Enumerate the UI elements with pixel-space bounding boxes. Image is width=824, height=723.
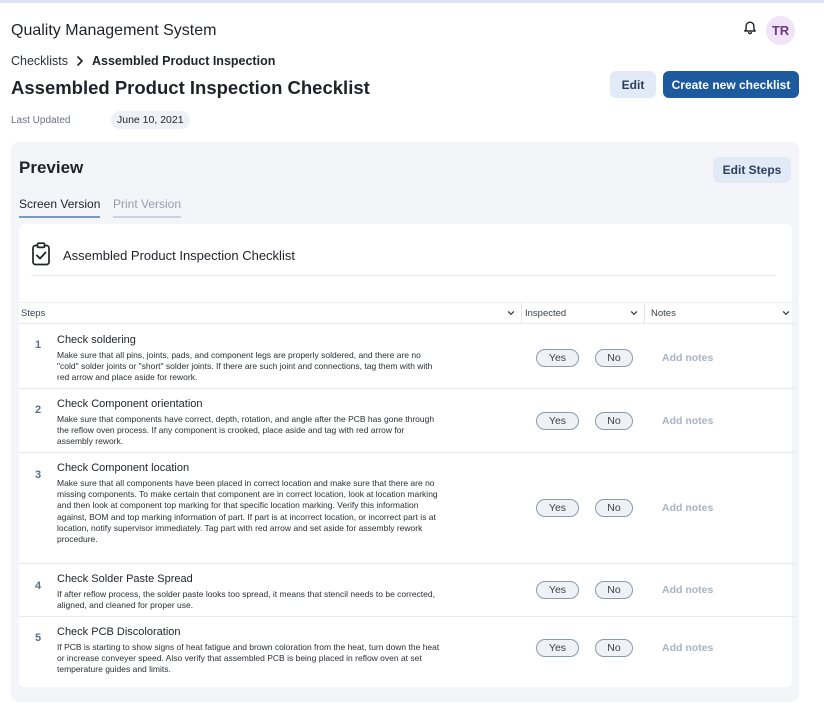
inspected-yes-button[interactable]: Yes bbox=[536, 499, 579, 517]
table-header bbox=[19, 302, 796, 324]
inspected-no-button[interactable]: No bbox=[595, 349, 633, 367]
inspected-no-button[interactable]: No bbox=[595, 412, 633, 430]
step-title: Check Component orientation bbox=[57, 398, 203, 410]
preview-panel bbox=[11, 142, 799, 702]
preview-title: Preview bbox=[19, 158, 84, 177]
step-number: 1 bbox=[35, 339, 42, 351]
step-number: 3 bbox=[35, 469, 42, 481]
breadcrumb bbox=[11, 54, 275, 68]
checklist-title: Assembled Product Inspection Checklist bbox=[63, 248, 295, 263]
inspected-yes-button[interactable]: Yes bbox=[536, 581, 579, 599]
step-title: Check Solder Paste Spread bbox=[57, 573, 193, 585]
inspected-no-button[interactable]: No bbox=[595, 639, 633, 657]
add-notes-field[interactable]: Add notes bbox=[662, 584, 714, 596]
chevron-right-icon bbox=[76, 56, 84, 66]
step-title: Check Component location bbox=[57, 462, 190, 474]
avatar[interactable] bbox=[766, 16, 795, 45]
step-title: Check soldering bbox=[57, 334, 136, 346]
column-header-inspected-label: Inspected bbox=[525, 307, 567, 319]
bell-icon[interactable] bbox=[742, 20, 758, 36]
inspected-no-button[interactable]: No bbox=[595, 499, 633, 517]
table-row bbox=[19, 618, 796, 680]
column-header-notes-label: Notes bbox=[651, 307, 676, 319]
table-row bbox=[19, 390, 796, 453]
chevron-down-icon bbox=[507, 309, 515, 317]
page-title: Assembled Product Inspection Checklist bbox=[11, 77, 370, 98]
step-number: 5 bbox=[35, 632, 42, 644]
add-notes-field[interactable]: Add notes bbox=[662, 415, 714, 427]
tab-screen-version[interactable]: Screen Version bbox=[19, 197, 100, 218]
inspected-yes-button[interactable]: Yes bbox=[536, 349, 579, 367]
inspected-no-button[interactable]: No bbox=[595, 581, 633, 599]
avatar-initials: TR bbox=[771, 23, 790, 38]
table-row bbox=[19, 565, 796, 617]
last-updated-label: Last Updated bbox=[11, 115, 71, 126]
breadcrumb-checklists-link[interactable]: Checklists bbox=[11, 54, 68, 68]
step-description: Make sure that all components have been placed in correct location and make sure that there are no missing components. To make certain that component are in correct location, look at location marking and then look at component top marking for that specific location marking. Verify this information against, BOM and top marking information of part. If part is at incorrect location, or incorrect part is at location, notify supervisor immediately. Tag part with red arrow and set aside for assembly rework procedure. bbox=[57, 478, 438, 545]
edit-button[interactable]: Edit bbox=[610, 71, 656, 98]
step-description: Make sure that all pins, joints, pads, and component legs are properly soldered, and there are no "cold" solder joints or "short" solder joints. If there are such joint and connections, tag them with with red arrow and place aside for rework. bbox=[57, 350, 433, 383]
chevron-down-icon bbox=[782, 309, 790, 317]
table-row bbox=[19, 454, 796, 564]
column-header-inspected[interactable] bbox=[522, 303, 645, 323]
column-header-steps[interactable] bbox=[19, 303, 522, 323]
step-description: Make sure that components have correct, depth, rotation, and angle after the PCB has gone through the reflow oven process. If any component is crooked, place aside and tag with red arrow for assembly rework. bbox=[57, 414, 435, 447]
step-description: If PCB is starting to show signs of heat fatigue and brown coloration from the heat, turn down the heat or increase conveyer speed. Also verify that assembled PCB is being placed in reflow oven at set temperature guides and limits. bbox=[57, 642, 440, 675]
inspected-yes-button[interactable]: Yes bbox=[536, 639, 579, 657]
add-notes-field[interactable]: Add notes bbox=[662, 352, 714, 364]
app-title: Quality Management System bbox=[11, 22, 217, 39]
checklist-header bbox=[31, 242, 776, 276]
add-notes-field[interactable]: Add notes bbox=[662, 642, 714, 654]
step-title: Check PCB Discoloration bbox=[57, 626, 181, 638]
step-number: 4 bbox=[35, 580, 42, 592]
edit-steps-button[interactable]: Edit Steps bbox=[713, 157, 791, 183]
table-row bbox=[19, 325, 796, 389]
step-description: If after reflow process, the solder paste looks too spread, it means that stencil needs to be corrected, aligned, and cleaned for proper use. bbox=[57, 589, 435, 611]
inspected-yes-button[interactable]: Yes bbox=[536, 412, 579, 430]
checklist-card bbox=[19, 224, 792, 687]
column-header-notes[interactable] bbox=[645, 303, 796, 323]
breadcrumb-current: Assembled Product Inspection bbox=[91, 54, 276, 68]
step-number: 2 bbox=[35, 404, 42, 416]
last-updated-date-badge: June 10, 2021 bbox=[111, 111, 190, 129]
chevron-down-icon bbox=[630, 309, 638, 317]
create-new-checklist-button[interactable]: Create new checklist bbox=[663, 71, 799, 98]
tab-print-version[interactable]: Print Version bbox=[113, 197, 181, 218]
clipboard-check-icon bbox=[31, 242, 51, 266]
add-notes-field[interactable]: Add notes bbox=[662, 502, 714, 514]
column-header-steps-label: Steps bbox=[21, 307, 46, 319]
